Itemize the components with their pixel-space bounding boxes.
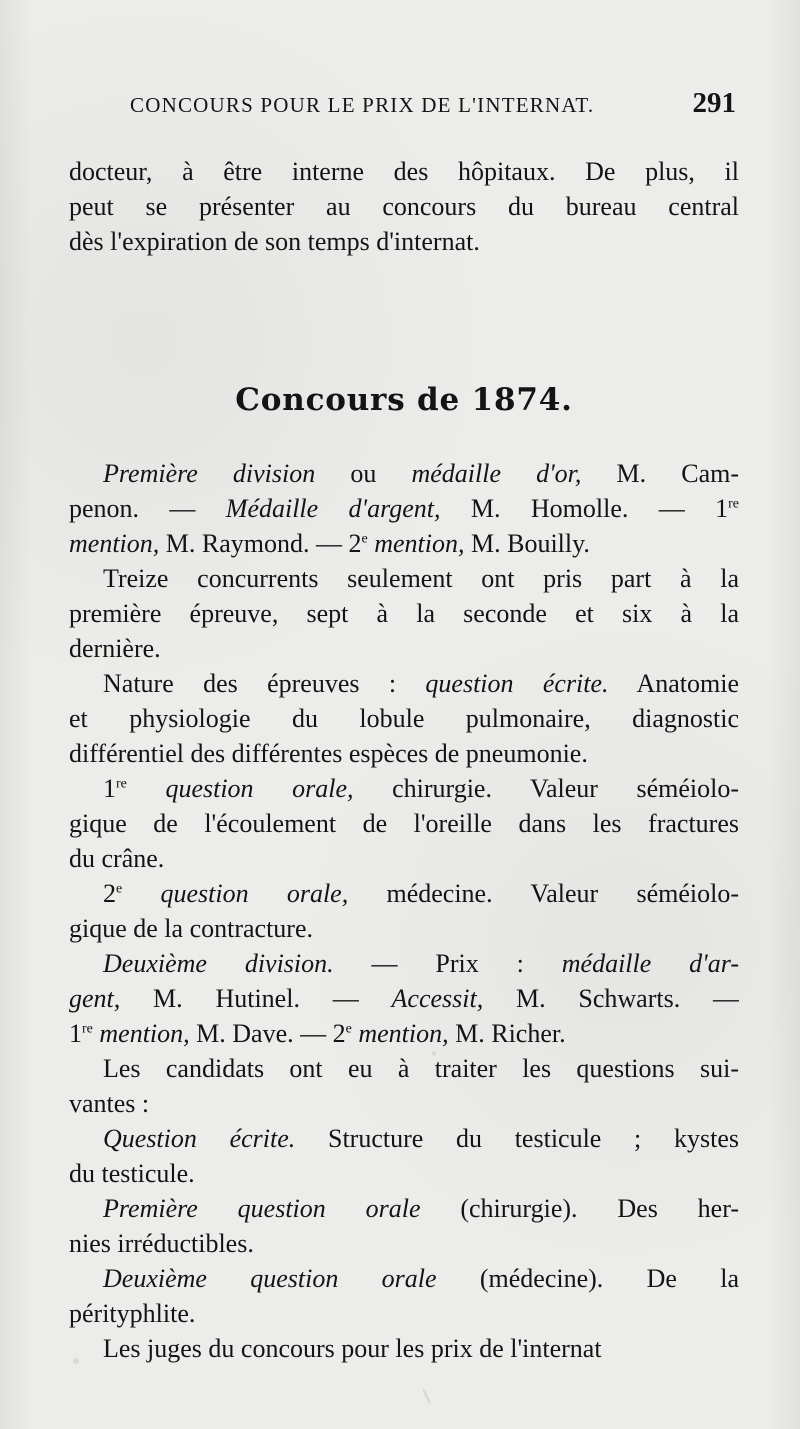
text-line: différentiel des différentes espèces de pneumonie.	[69, 739, 588, 768]
superscript: e	[361, 531, 368, 547]
running-title: CONCOURS POUR LE PRIX DE L'INTERNAT.	[130, 93, 595, 117]
italic-text: Première division	[103, 459, 316, 488]
text-segment: M. Cam-	[581, 459, 739, 488]
italic-text: mention,	[367, 529, 465, 558]
text-line: du testicule.	[69, 1159, 195, 1188]
text-line	[69, 1191, 739, 1226]
italic-text: question orale,	[126, 774, 354, 803]
text-line	[69, 876, 739, 911]
italic-text: gent,	[69, 984, 121, 1013]
text-segment: — Prix :	[333, 949, 562, 978]
text-segment: (médecine). De la	[436, 1264, 739, 1293]
text-line: dès l'expiration de son temps d'internat.	[69, 227, 480, 256]
ink-mark	[421, 1387, 431, 1405]
text-segment: M. Homolle. — 1	[440, 494, 729, 523]
text-segment: (chirurgie). Des her-	[420, 1194, 739, 1223]
ink-spot	[73, 1358, 79, 1364]
italic-text: mention,	[69, 529, 160, 558]
text-segment: penon. —	[69, 494, 226, 523]
section-title: Concours de 1874.	[235, 382, 573, 418]
italic-text: Deuxième question orale	[103, 1264, 437, 1293]
text-segment: M. Raymond. — 2	[159, 529, 362, 558]
text-line	[69, 1016, 739, 1051]
text-line	[69, 1261, 739, 1296]
text-line	[69, 491, 739, 526]
page-header	[130, 87, 736, 123]
text-line	[69, 526, 739, 561]
superscript: e	[345, 1021, 352, 1037]
italic-text: Deuxième division.	[103, 949, 334, 978]
text-segment: 1	[103, 774, 116, 803]
superscript: re	[728, 496, 739, 512]
text-line	[69, 946, 739, 981]
italic-text: mention,	[351, 1019, 449, 1048]
text-segment: Nature des épreuves :	[103, 669, 426, 698]
text-line: dernière.	[69, 634, 161, 663]
text-line	[69, 771, 739, 806]
italic-text: Accessit,	[391, 984, 484, 1013]
italic-text: médaille d'or,	[411, 459, 582, 488]
text-segment: chirurgie. Valeur séméiolo-	[353, 774, 739, 803]
text-line	[69, 456, 739, 491]
italic-text: Première question orale	[103, 1194, 421, 1223]
italic-text: question écrite.	[425, 669, 609, 698]
italic-text: question orale,	[122, 879, 349, 908]
text-line	[69, 666, 739, 701]
italic-text: médaille d'ar-	[561, 949, 739, 978]
italic-text: Question écrite.	[103, 1124, 296, 1153]
text-line: peut se présenter au concours du bureau central	[69, 192, 739, 221]
text-segment: M. Richer.	[448, 1019, 566, 1048]
page-text	[69, 154, 739, 1366]
page-number: 291	[692, 87, 736, 119]
text-line: vantes :	[69, 1089, 150, 1118]
text-line: gique de la contracture.	[69, 914, 313, 943]
text-segment: ou	[315, 459, 412, 488]
superscript: e	[116, 881, 123, 897]
text-line: nies irréductibles.	[69, 1229, 254, 1258]
text-segment: Structure du testicule ; kystes	[295, 1124, 739, 1153]
italic-text: mention,	[92, 1019, 190, 1048]
text-segment: M. Schwarts. —	[483, 984, 739, 1013]
text-line	[69, 981, 739, 1016]
text-line: Les juges du concours pour les prix de l'internat	[103, 1334, 602, 1363]
text-line: docteur, à être interne des hôpitaux. De plus, il	[69, 157, 739, 186]
text-line: Treize concurrents seulement ont pris part à la	[103, 564, 739, 593]
text-line: gique de l'écoulement de l'oreille dans les fractures	[69, 809, 739, 838]
text-line: Les candidats ont eu à traiter les questions sui-	[103, 1054, 739, 1083]
superscript: re	[116, 776, 127, 792]
text-line: pérityphlite.	[69, 1299, 196, 1328]
superscript: re	[82, 1021, 93, 1037]
italic-text: Médaille d'argent,	[225, 494, 441, 523]
text-line: et physiologie du lobule pulmonaire, diagnostic	[69, 704, 739, 733]
text-line: du crâne.	[69, 844, 165, 873]
text-segment: Anatomie	[608, 669, 739, 698]
text-segment: M. Hutinel. —	[120, 984, 392, 1013]
text-segment: M. Dave. — 2	[189, 1019, 346, 1048]
text-line: première épreuve, sept à la seconde et six à la	[69, 599, 739, 628]
text-segment: 1	[69, 1019, 82, 1048]
text-segment: M. Bouilly.	[464, 529, 590, 558]
text-segment: médecine. Valeur séméiolo-	[348, 879, 739, 908]
text-line	[69, 1121, 739, 1156]
ink-dot	[432, 1051, 436, 1056]
text-segment: 2	[103, 879, 116, 908]
